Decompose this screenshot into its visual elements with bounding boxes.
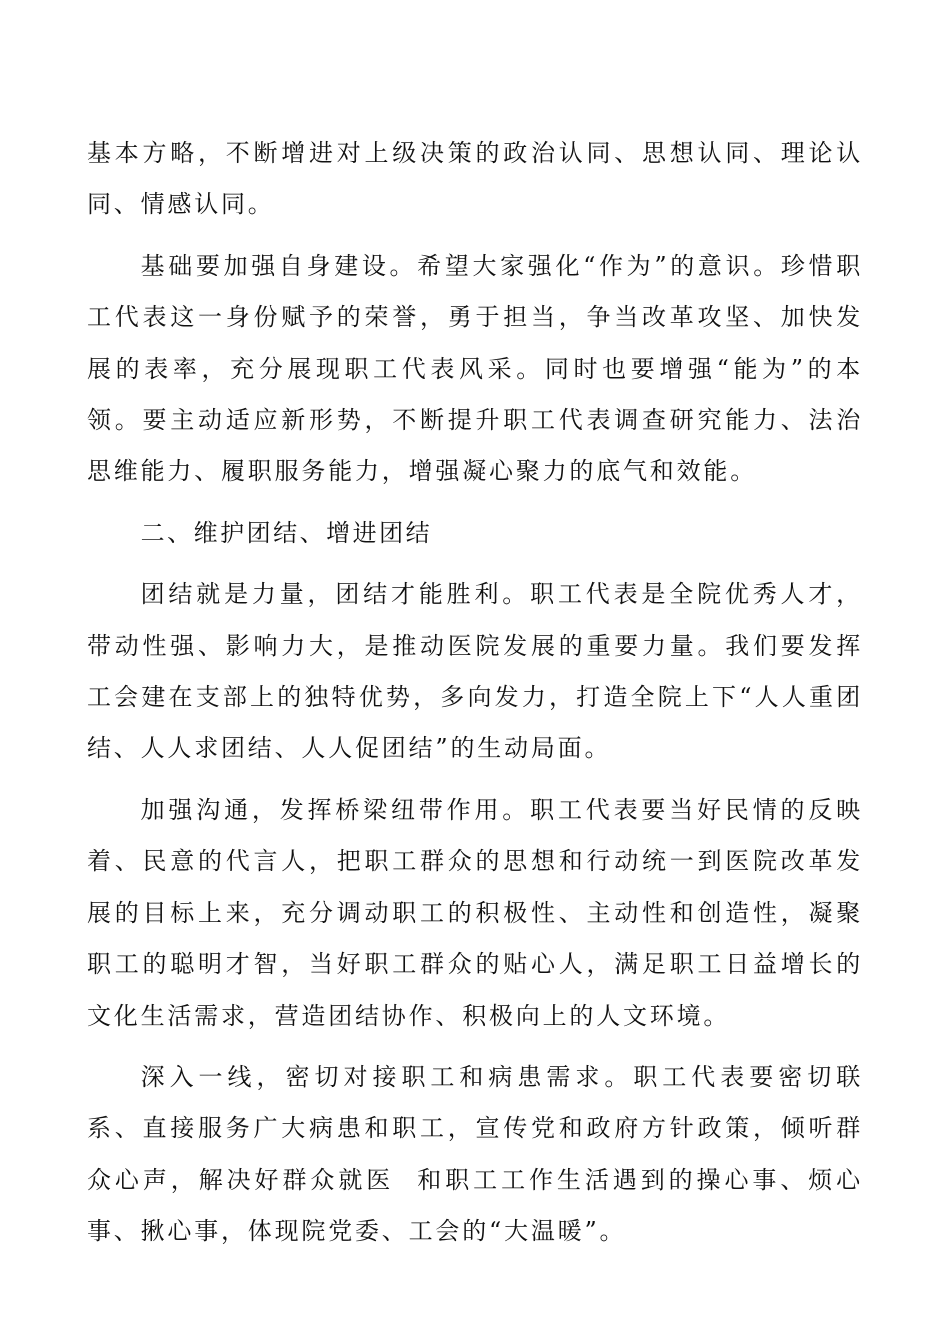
paragraph-unity-strength: 团结就是力量，团结才能胜利。职工代表是全院优秀人才，带动性强、影响力大，是推动医院发展的重要力量。我们要发挥工会建在支部上的独特优势，多向发力，打造全院上下“人人重团结、人人求团结、人人促团结”的生动局面。	[87, 580, 863, 763]
paragraph-frontline: 深入一线，密切对接职工和病患需求。职工代表要密切联系、直接服务广大病患和职工，宣传党和政府方针政策，倾听群众心声，解决好群众就医 和职工工作生活遇到的操心事、烦心事、揪心事，体现院党委、工会的“大温暖”。	[87, 1062, 863, 1246]
paragraph-continuation: 基本方略，不断增进对上级决策的政治认同、思想认同、理论认同、情感认同。	[87, 139, 863, 219]
paragraph-self-building: 基础要加强自身建设。希望大家强化“作为”的意识。珍惜职工代表这一身份赋予的荣誉，勇于担当，争当改革攻坚、加快发展的表率，充分展现职工代表风采。同时也要增强“能为”的本领。要主动适应新形势，不断提升职工代表调查研究能力、法治思维能力、履职服务能力，增强凝心聚力的底气和效能。	[87, 251, 863, 486]
section-heading-unity: 二、维护团结、增进团结	[140, 518, 433, 547]
document-body	[87, 128, 863, 1268]
paragraph-communication: 加强沟通，发挥桥梁纽带作用。职工代表要当好民情的反映着、民意的代言人，把职工群众的思想和行动统一到医院改革发展的目标上来，充分调动职工的积极性、主动性和创造性，凝聚职工的聪明才智，当好职工群众的贴心人，满足职工日益增长的文化生活需求，营造团结协作、积极向上的人文环境。	[87, 795, 863, 1030]
